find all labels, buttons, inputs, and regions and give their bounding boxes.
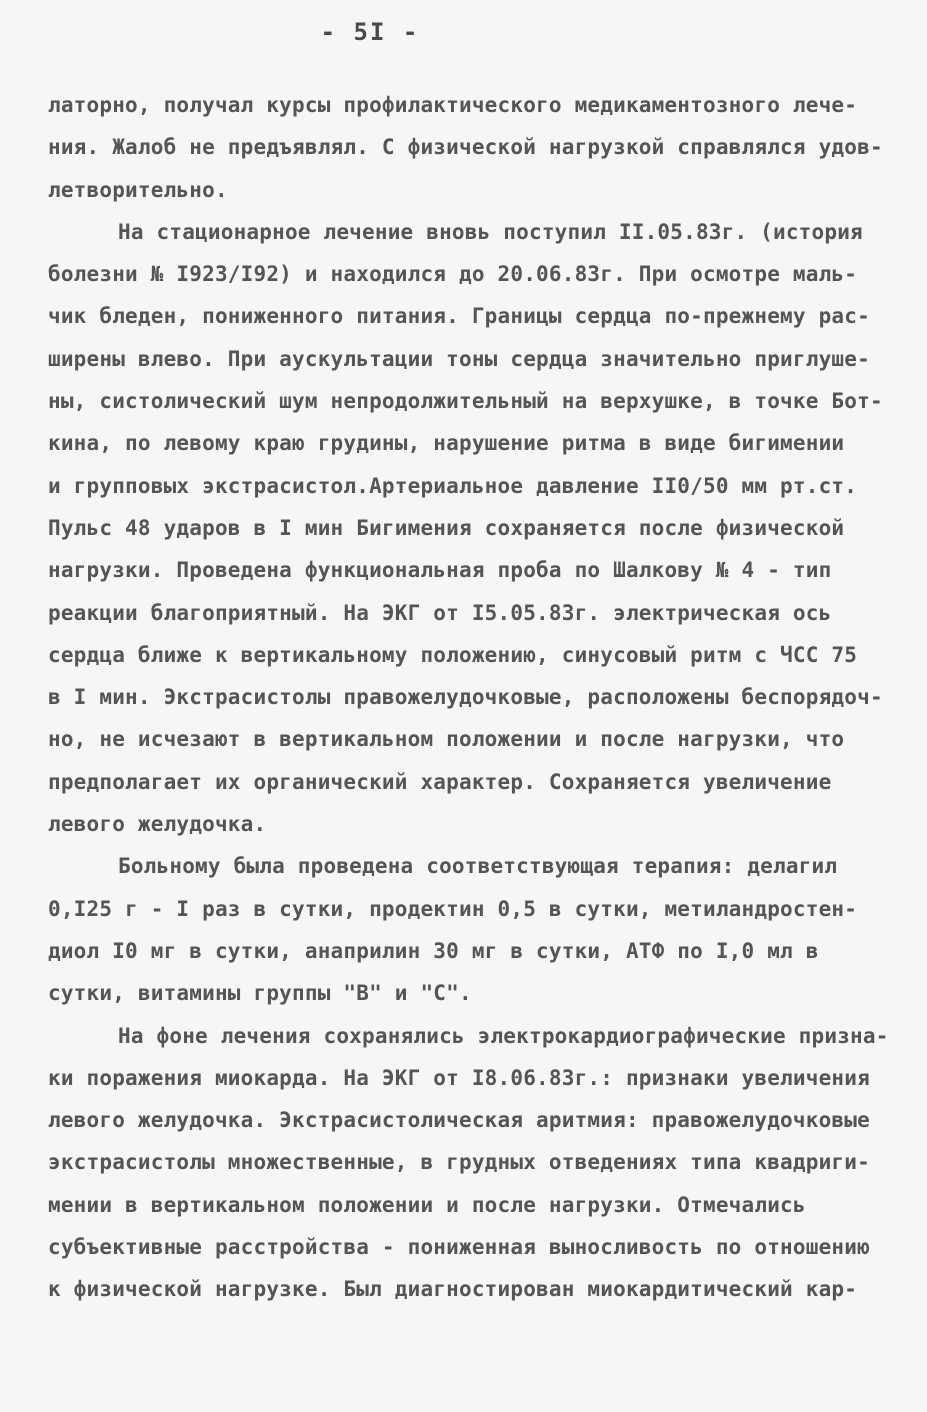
text-line: левого желудочка.: [48, 812, 267, 837]
text-line: На стационарное лечение вновь поступил II.05.83г. (история: [118, 219, 863, 244]
text-line: ния. Жалоб не предъявлял. С физической нагрузкой справлялся удов-: [48, 135, 883, 160]
text-line: диол I0 мг в сутки, анаприлин 30 мг в сутки, АТФ по I,0 мл в: [48, 938, 819, 963]
text-line: 0,I25 г - I раз в сутки, продектин 0,5 в сутки, метиландростен-: [48, 896, 858, 921]
text-line: сутки, витамины группы "В" и "С".: [48, 981, 472, 1006]
text-line: предполагает их органический характер. Сохраняется увеличение: [48, 769, 832, 794]
text-line: ки поражения миокарда. На ЭКГ от I8.06.83г.: признаки увеличения: [48, 1065, 870, 1090]
text-line: ширены влево. При аускультации тоны сердца значительно приглуше-: [48, 346, 870, 371]
text-line: и групповых экстрасистол.Артериальное давление II0/50 мм рт.ст.: [48, 473, 858, 498]
text-line: в I мин. Экстрасистолы правожелудочковые, расположены беспорядоч-: [48, 685, 883, 710]
body-text: [48, 84, 888, 1311]
text-line: На фоне лечения сохранялись электрокардиографические призна-: [118, 1023, 889, 1048]
text-line: мении в вертикальном положении и после нагрузки. Отмечались: [48, 1192, 806, 1217]
text-line: нагрузки. Проведена функциональная проба по Шалкову № 4 - тип: [48, 558, 832, 583]
text-line: экстрасистолы множественные, в грудных отведениях типа квадриги-: [48, 1150, 870, 1175]
page-number: - 5I -: [320, 18, 420, 46]
text-line: но, не исчезают в вертикальном положении и после нагрузки, что: [48, 727, 845, 752]
text-line: латорно, получал курсы профилактического медикаментозного лече-: [48, 93, 858, 117]
text-line: реакции благоприятный. На ЭКГ от I5.05.83г. электрическая ось: [48, 600, 832, 625]
text-line: кина, по левому краю грудины, нарушение ритма в виде бигимении: [48, 431, 845, 456]
text-line: левого желудочка. Экстрасистолическая аритмия: правожелудочковые: [48, 1108, 870, 1133]
text-line: субъективные расстройства - пониженная выносливость по отношению: [48, 1235, 870, 1260]
text-line: Пульс 48 ударов в I мин Бигимения сохраняется после физической: [48, 515, 845, 540]
text-line: чик бледен, пониженного питания. Границы сердца по-прежнему рас-: [48, 304, 870, 329]
text-line: болезни № I923/I92) и находился до 20.06.83г. При осмотре маль-: [48, 262, 858, 287]
text-line: к физической нагрузке. Был диагностирован миокардитический кар-: [48, 1277, 858, 1302]
text-line: сердца ближе к вертикальному положению, синусовый ритм с ЧСС 75: [48, 642, 858, 667]
text-line: ны, систолический шум непродолжительный на верхушке, в точке Бот-: [48, 389, 883, 414]
text-line: летворительно.: [48, 177, 228, 202]
text-line: Больному была проведена соответствующая терапия: делагил: [118, 854, 838, 879]
